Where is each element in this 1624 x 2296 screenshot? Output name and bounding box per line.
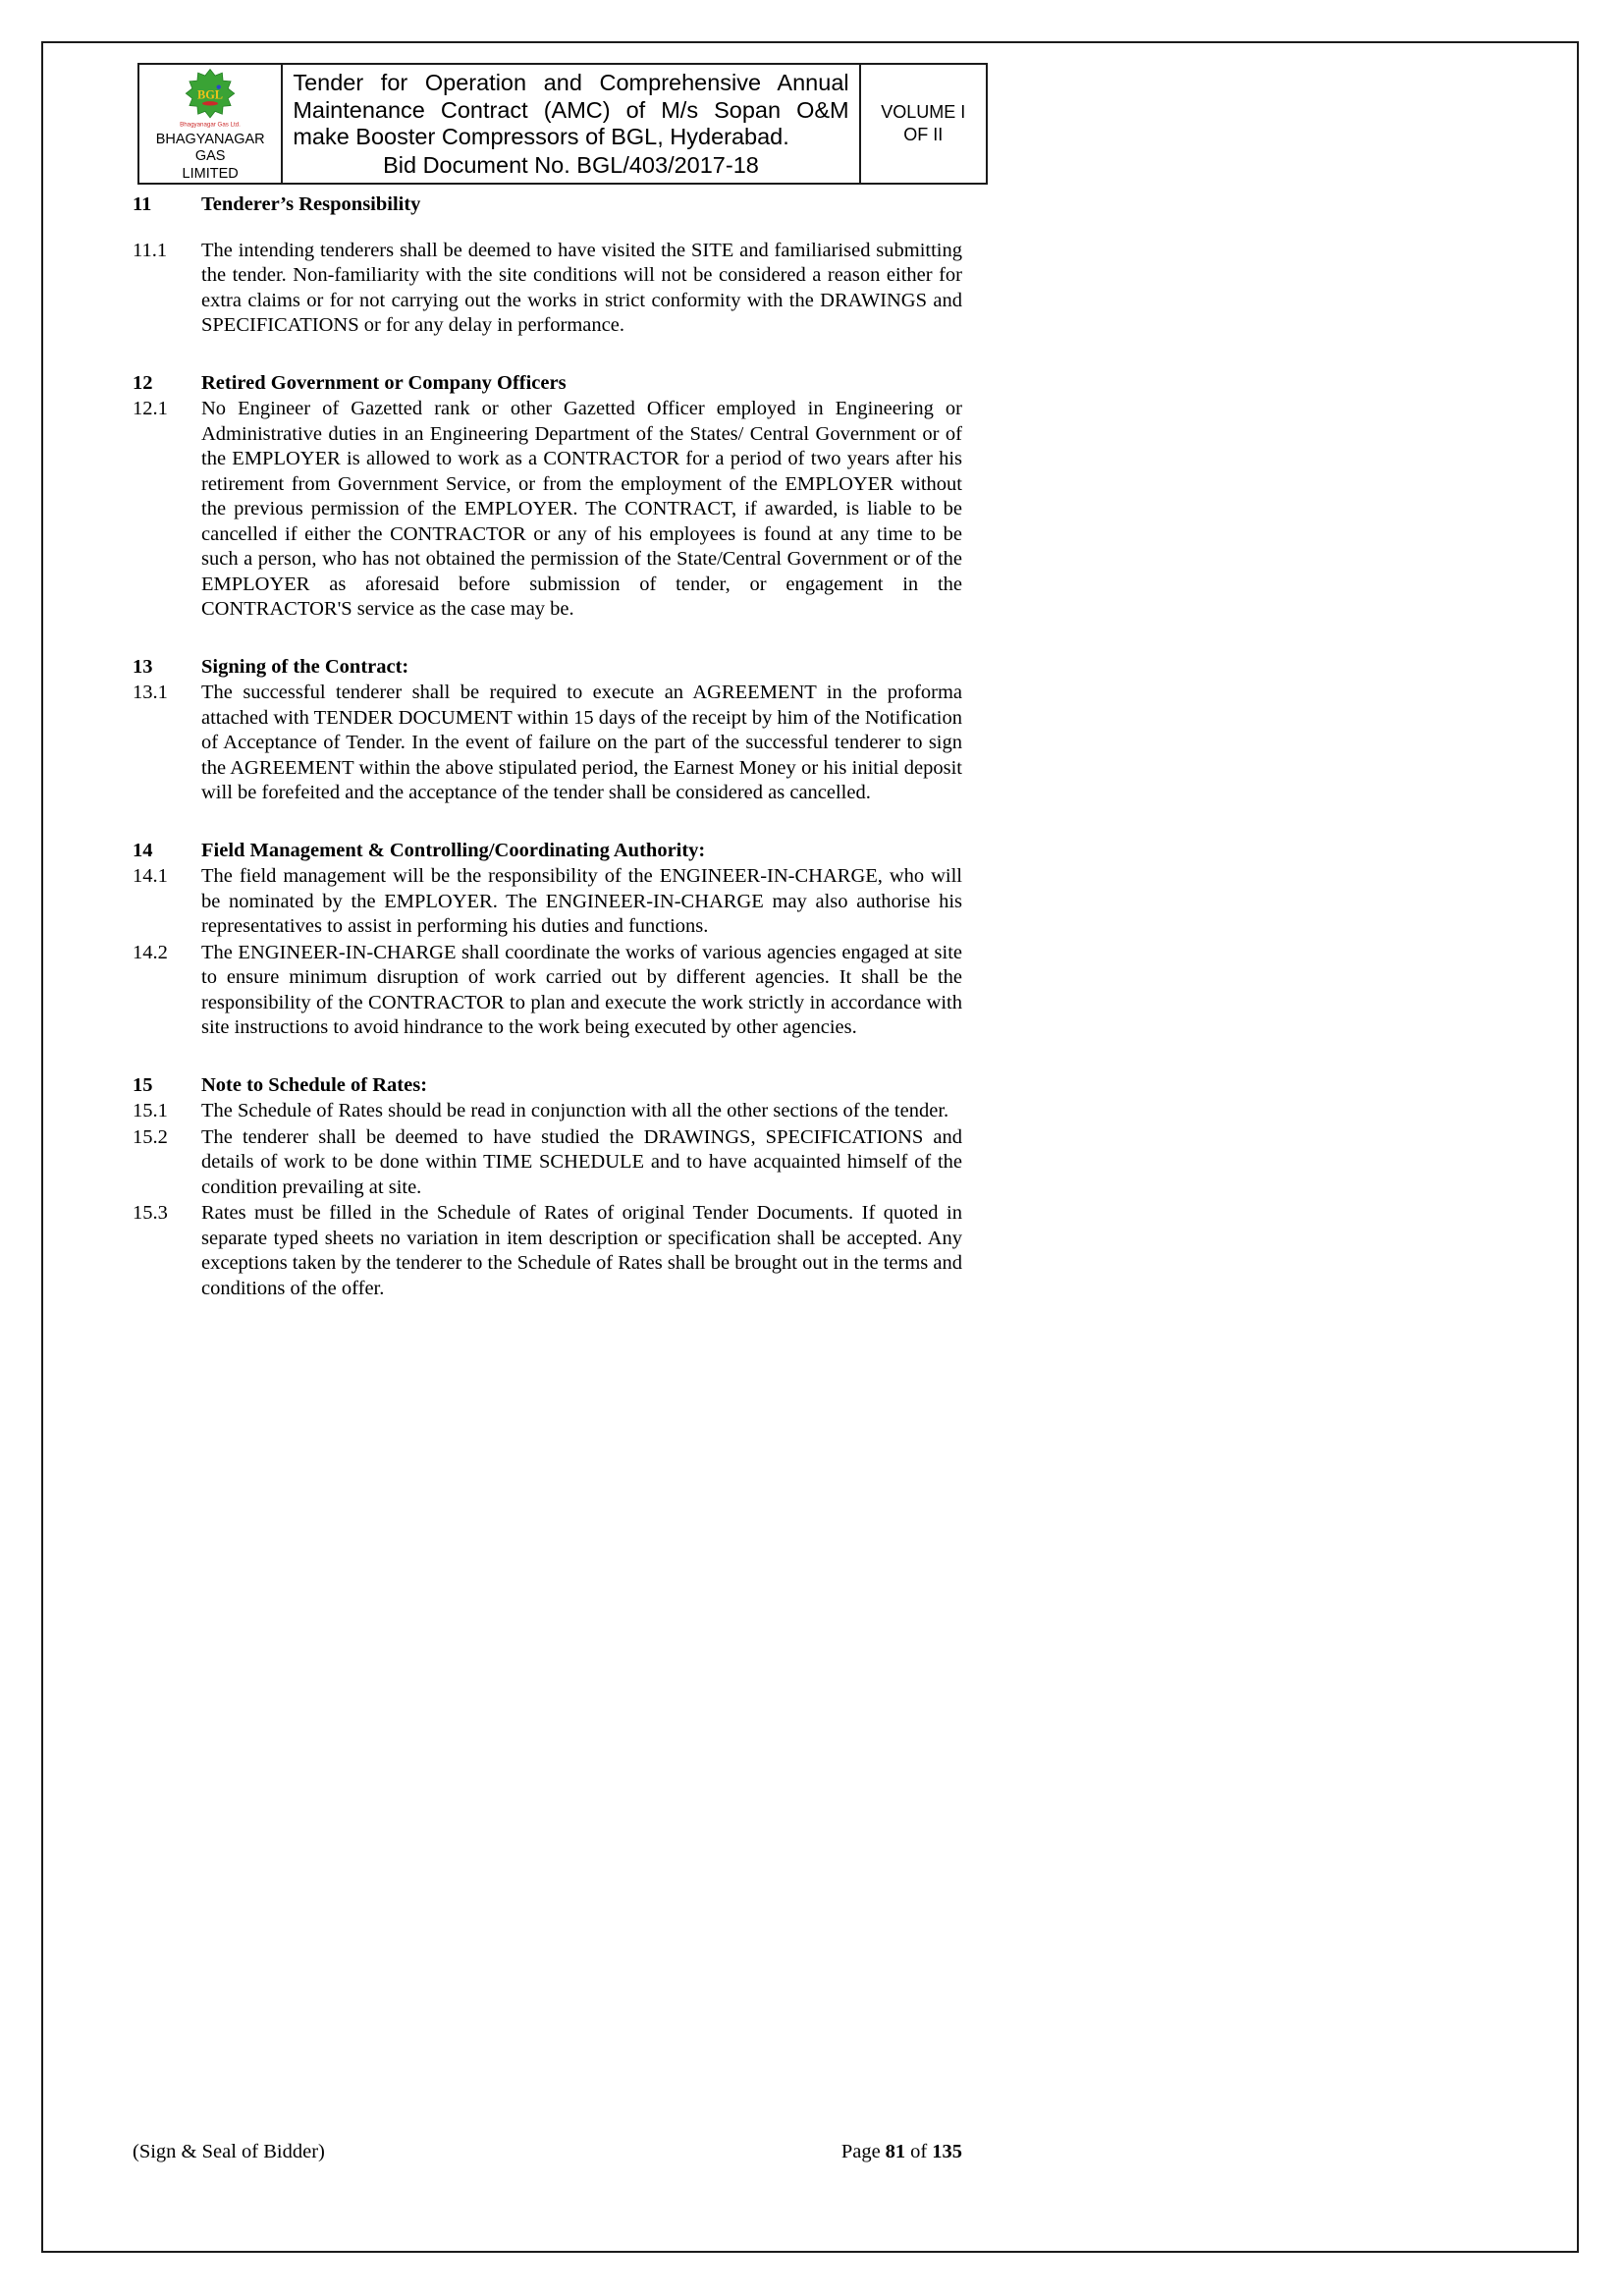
clause-number: 12.1 [133, 398, 168, 419]
total-page-number: 135 [932, 2141, 962, 2162]
section-title: Retired Government or Company Officers [201, 371, 567, 394]
clause-15-2 [133, 1125, 962, 1201]
org-name-line1: BHAGYANAGAR GAS [155, 132, 265, 164]
section-number: 11 [133, 193, 152, 215]
clause-15-3 [133, 1201, 962, 1301]
sign-seal-note: (Sign & Seal of Bidder) [133, 2141, 325, 2162]
of-word: of [910, 2141, 928, 2162]
logo-red-swoosh [202, 101, 218, 105]
clause-number: 14.1 [133, 865, 168, 887]
logo-monogram: BGL [197, 87, 224, 102]
section-heading [133, 371, 962, 397]
section-number: 15 [133, 1073, 153, 1096]
clause-number: 15.2 [133, 1125, 168, 1148]
section-heading [133, 839, 962, 864]
clause-number: 15.1 [133, 1100, 168, 1121]
volume-line2: OF II [903, 125, 944, 144]
clause-number: 14.2 [133, 941, 168, 963]
volume-line1: VOLUME I [881, 102, 966, 122]
section-title: Tenderer’s Responsibility [201, 193, 421, 215]
section-13 [133, 655, 962, 806]
bid-document-number: Bid Document No. BGL/403/2017-18 [383, 151, 759, 178]
section-heading [133, 1073, 962, 1099]
logo-caption: Bhagyanagar Gas Ltd. [180, 121, 242, 129]
clause-14-1 [133, 864, 962, 940]
clause-number: 11.1 [133, 239, 168, 261]
section-title: Signing of the Contract: [201, 655, 409, 678]
clause-11-1 [133, 239, 962, 339]
clause-text: No Engineer of Gazetted rank or other Gazetted Officer employed in Engineering or Administrative duties in an Engineering Department of the States/ Central Government or of the EMPLOYER is allowed to work as a CONTRACTOR for a period of two years after his retirement from Government Service, or from the employment of the EMPLOYER without the previous permission of the EMPLOYER. The CONTRACT, if awarded, is liable to be cancelled if either the CONTRACTOR or any of his employees is found at any time to be such a person, who has not obtained the permission of the State/Central Government or of the EMPLOYER as aforesaid before submission of tender, or engagement in the CONTRACTOR'S service as the case may be. [201, 398, 962, 620]
current-page-number: 81 [885, 2141, 906, 2162]
clause-13-1 [133, 681, 962, 806]
clause-14-2 [133, 941, 962, 1041]
document-body [133, 192, 962, 1301]
section-title: Note to Schedule of Rates: [201, 1073, 428, 1096]
page-word: Page [840, 2141, 881, 2162]
page-number-indicator [841, 2141, 962, 2163]
clause-text: The successful tenderer shall be required to execute an AGREEMENT in the proforma attached with TENDER DOCUMENT within 15 days of the receipt by him of the Notification of Acceptance of Tender. In the event of failure on the part of the successful tenderer to sign the AGREEMENT within the above stipulated period, the Earnest Money or his initial deposit will be forefeited and the acceptance of the tender shall be considered as cancelled. [201, 682, 962, 803]
clause-text: The field management will be the responsibility of the ENGINEER-IN-CHARGE, who will be nominated by the EMPLOYER. The ENGINEER-IN-CHARGE may also authorise his representatives to assist in performing his duties and functions. [201, 865, 962, 937]
clause-12-1 [133, 397, 962, 623]
section-11 [133, 192, 962, 339]
section-15 [133, 1073, 962, 1302]
clause-text: The Schedule of Rates should be read in conjunction with all the other sections of the tender. [201, 1100, 949, 1121]
section-number: 13 [133, 655, 153, 678]
org-name-line2: LIMITED [182, 166, 239, 182]
page-footer [133, 2141, 962, 2163]
clause-number: 15.3 [133, 1202, 168, 1224]
title-cell [283, 65, 860, 183]
section-14 [133, 839, 962, 1041]
section-number: 14 [133, 839, 153, 861]
volume-cell [861, 65, 986, 183]
clause-text: The tenderer shall be deemed to have studied the DRAWINGS, SPECIFICATIONS and details of work to be done within TIME SCHEDULE and to have acquainted himself of the condition prevailing at site. [201, 1125, 962, 1198]
clause-15-1 [133, 1099, 962, 1124]
tender-title: Tender for Operation and Comprehensive Annual Maintenance Contract (AMC) of M/s Sopan O&M make Booster Compressors of BGL, Hyderabad. [293, 70, 849, 149]
clause-text: The intending tenderers shall be deemed to have visited the SITE and familiarised submitting the tender. Non-familiarity with the site conditions will not be considered a reason either for extra claims or for not carrying out the works in strict conformity with the DRAWINGS and SPECIFICATIONS or for any delay in performance. [201, 239, 962, 336]
clause-number: 13.1 [133, 682, 168, 703]
header-table [137, 63, 988, 185]
section-heading [133, 655, 962, 681]
clause-text: Rates must be filled in the Schedule of Rates of original Tender Documents. If quoted in separate typed sheets no variation in item description or specification shall be accepted. Any exceptions taken by the tenderer to the Schedule of Rates shall be brought out in the terms and conditions of the offer. [201, 1202, 962, 1299]
section-12 [133, 371, 962, 623]
section-title: Field Management & Controlling/Coordinating Authority: [201, 839, 706, 861]
section-heading [133, 192, 962, 218]
clause-text: The ENGINEER-IN-CHARGE shall coordinate the works of various agencies engaged at site to ensure minimum disruption of work carried out by different agencies. It shall be the responsibility of the CONTRACTOR to plan and execute the work strictly in accordance with site instructions to avoid hindrance to the work being executed by other agencies. [201, 941, 962, 1038]
section-number: 12 [133, 371, 153, 394]
bgl-logo-icon [163, 68, 257, 131]
logo-cell [139, 65, 283, 183]
